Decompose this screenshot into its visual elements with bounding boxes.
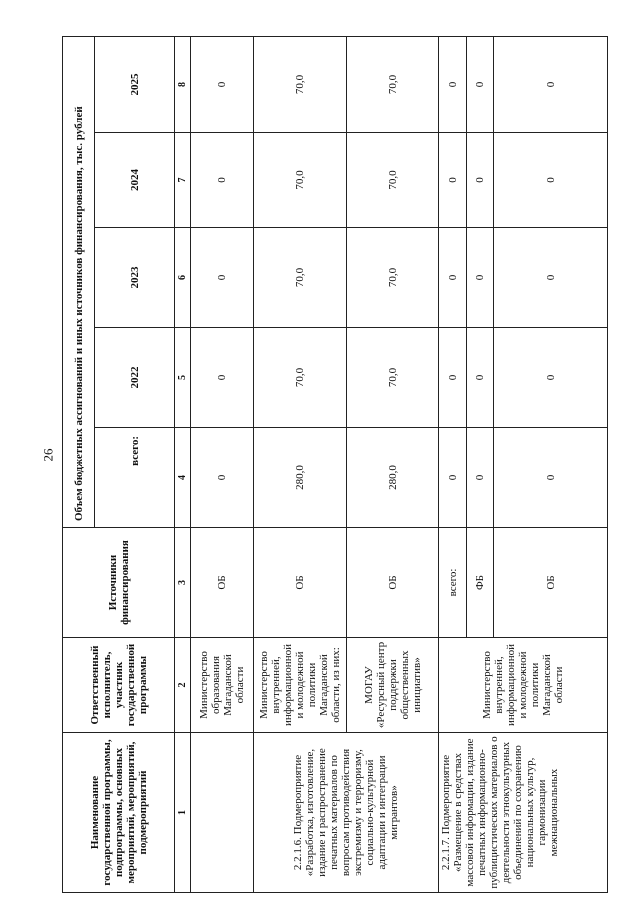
column-number: 3	[175, 528, 191, 638]
value-2023: 70,0	[346, 228, 439, 328]
row-executor-cell: МОГАУ «Ресурсный центр поддержки общественных инициатив»	[346, 638, 439, 733]
value-2024: 0	[494, 133, 608, 228]
header-executor: Ответственный исполнитель, участник государственной программы	[63, 638, 175, 733]
column-number: 5	[175, 328, 191, 428]
header-year-2025: 2025	[95, 36, 175, 132]
financing-table	[62, 36, 608, 893]
value-2022: 0	[439, 328, 466, 428]
header-year-2023: 2023	[95, 228, 175, 328]
header-total: всего:	[95, 428, 175, 528]
row-source-cell: ФБ	[466, 528, 493, 638]
value-2025: 0	[439, 36, 466, 132]
row-source-cell: ОБ	[254, 528, 347, 638]
page-number: 26	[40, 448, 55, 462]
value-total: 280,0	[346, 428, 439, 528]
value-total: 280,0	[254, 428, 347, 528]
row-source-cell: ОБ	[191, 528, 254, 638]
column-number: 7	[175, 133, 191, 228]
value-2024: 70,0	[346, 133, 439, 228]
value-2025: 0	[466, 36, 493, 132]
value-2022: 70,0	[346, 328, 439, 428]
value-2024: 0	[466, 133, 493, 228]
value-2025: 0	[494, 36, 608, 132]
value-2024: 70,0	[254, 133, 347, 228]
value-2022: 0	[466, 328, 493, 428]
header-source: Источники финансирования	[63, 528, 175, 638]
value-2023: 0	[466, 228, 493, 328]
header-year-2022: 2022	[95, 328, 175, 428]
row-name-cell: 2.2.1.6. Подмероприятие «Разработка, изготовление, издание и распространение печатных материалов по вопросам противодействия экстремизму и терроризму, социально-культурной адаптации и интеграции мигрантов»	[254, 733, 439, 893]
value-2025: 0	[191, 36, 254, 132]
row-source-cell: ОБ	[346, 528, 439, 638]
value-2022: 0	[494, 328, 608, 428]
row-name-cell: 2.2.1.7. Подмероприятие «Размещение в средствах массовой информации, издание печатных информационно-публицистических материалов о деятельности этнокультурных объединений по сохранению национальных культур, гармонизации межнациональных	[439, 733, 608, 893]
row-executor-cell: Министерство внутренней, информационной и молодежной политики Магаданской области	[439, 638, 608, 733]
value-2023: 0	[494, 228, 608, 328]
column-number: 8	[175, 36, 191, 132]
column-number: 2	[175, 638, 191, 733]
row-executor-cell: Министерство внутренней, информационной и молодежной политики Магаданской области, из них:	[254, 638, 347, 733]
financing-table-rotated	[62, 37, 608, 893]
header-name: Наименование государственной программы, подпрограммы, основных мероприятий, мероприятий, подмероприятий	[63, 733, 175, 893]
header-funding-volume: Объем бюджетных ассигнований и иных источников финансирования, тыс. рублей	[63, 36, 95, 527]
value-2023: 70,0	[254, 228, 347, 328]
header-year-2024: 2024	[95, 133, 175, 228]
value-2024: 0	[191, 133, 254, 228]
row-name-cell	[191, 733, 254, 893]
value-2025: 70,0	[346, 36, 439, 132]
value-total: 0	[439, 428, 466, 528]
row-executor-cell: Министерство образования Магаданской области	[191, 638, 254, 733]
column-number: 6	[175, 228, 191, 328]
value-2023: 0	[191, 228, 254, 328]
value-2022: 70,0	[254, 328, 347, 428]
column-number: 1	[175, 733, 191, 893]
value-2025: 70,0	[254, 36, 347, 132]
table-row	[191, 36, 254, 892]
column-number: 4	[175, 428, 191, 528]
value-2024: 0	[439, 133, 466, 228]
value-2022: 0	[191, 328, 254, 428]
table-row	[254, 36, 347, 892]
value-total: 0	[191, 428, 254, 528]
row-source-cell: ОБ	[494, 528, 608, 638]
row-source-cell: всего:	[439, 528, 466, 638]
value-2023: 0	[439, 228, 466, 328]
table-row	[439, 36, 466, 892]
value-total: 0	[494, 428, 608, 528]
value-total: 0	[466, 428, 493, 528]
